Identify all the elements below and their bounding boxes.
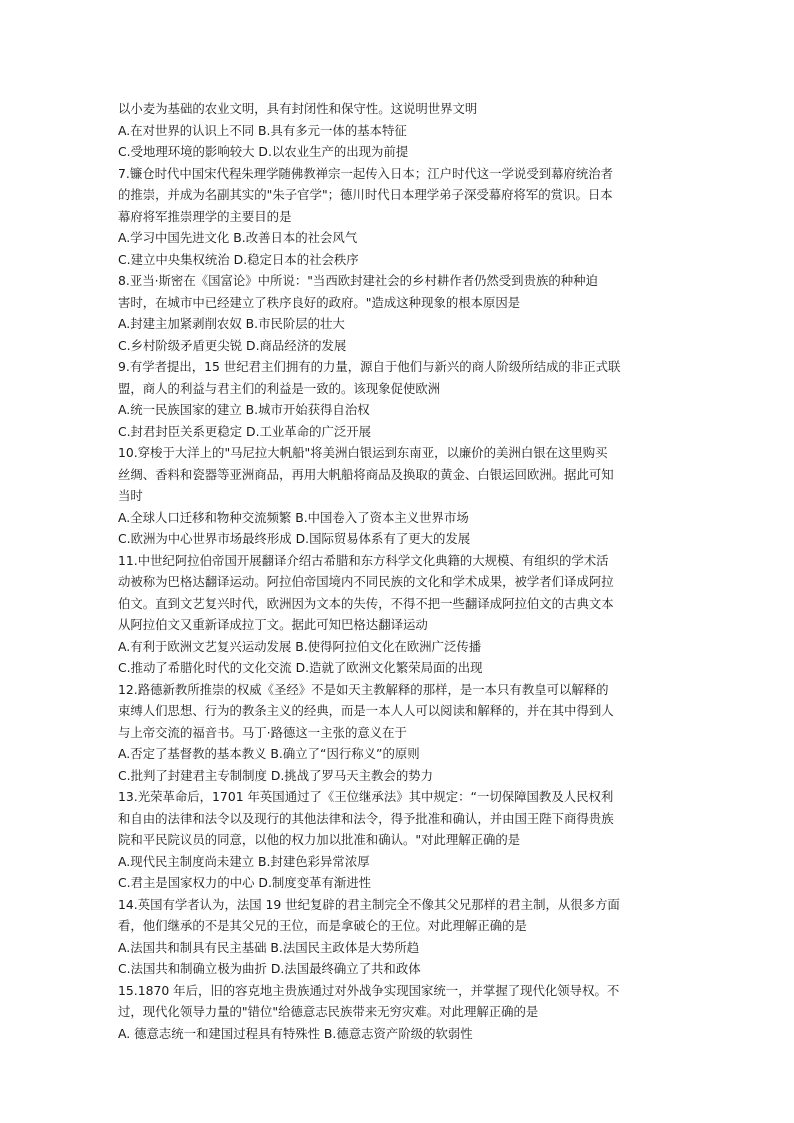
text-line: C.欧洲为中心世界市场最终形成 D.国际贸易体系有了更大的发展 [118,531,471,546]
text-line: 盟，商人的利益与君主们的利益是一致的。该现象促使欧洲 [118,380,441,396]
text-line: 14.英国有学者认为，法国 19 世纪复辟的君主制完全不像其父兄那样的君主制，从很多方面 [118,896,620,912]
text-line: C.法国共和制确立极为曲折 D.法国最终确立了共和政体 [118,961,421,976]
text-line: C.乡村阶级矛盾更尖锐 D.商品经济的发展 [118,337,347,353]
text-line: 院和平民院议员的同意，以他的权力加以批准和确认。"对此理解正确的是 [118,832,521,847]
text-line: 从阿拉伯文又重新译成拉丁文。据此可知巴格达翻译运动 [118,617,428,632]
text-line: 与上帝交流的福音书。马丁·路德这一主张的意义在于 [118,724,407,740]
text-line: 伯文。直到文艺复兴时代，欧洲因为文本的失传，不得不把一些翻译成阿拉伯文的古典文本 [118,595,614,611]
text-line: A.现代民主制度尚未建立 B.封建色彩异常浓厚 [118,853,370,869]
text-line: 当时 [118,488,143,503]
text-line: 束缚人们思想、行为的教条主义的经典，而是一本人人可以阅读和解释的，并在其中得到人 [118,703,614,718]
text-line: 过，现代化领导力量的"错位"给德意志民族带来无穷灾难。对此理解正确的是 [118,1004,539,1019]
text-line: C.君主是国家权力的中心 D.制度变革有渐进性 [118,875,372,890]
text-line: 幕府将军推崇理学的主要目的是 [118,208,292,224]
text-line: 11.中世纪阿拉伯帝国开展翻译介绍古希腊和东方科学文化典籍的大规模、有组织的学术活 [118,552,609,568]
text-line: 7.镰仓时代中国宋代程朱理学随佛教禅宗一起传入日本；江户时代这一学说受到幕府统治者 [118,165,614,181]
text-line: 看，他们继承的不是其父兄的王位，而是拿破仑的王位。对此理解正确的是 [118,918,527,933]
text-line: C.受地理环境的影响较大 D.以农业生产的出现为前提 [118,144,409,159]
text-line: 动被称为巴格达翻译运动。阿拉伯帝国境内不同民族的文化和学术成果，被学者们译成阿拉 [118,574,614,589]
exam-page [118,98,688,1044]
text-line: 12.路德新教所推崇的权威《圣经》不是如天主教解释的那样，是一本只有教皇可以解释的 [118,681,609,697]
text-line: C.推动了希腊化时代的文化交流 D.造就了欧洲文化繁荣局面的出现 [118,660,483,675]
text-line: C.封君封臣关系更稳定 D.工业革命的广泛开展 [118,423,372,439]
text-line: A.全球人口迁移和物种交流频繁 B.中国卷入了资本主义世界市场 [118,509,469,525]
text-line: A.学习中国先进文化 B.改善日本的社会风气 [118,230,358,245]
text-line: 8.亚当·斯密在《国富论》中所说："当西欧封建社会的乡村耕作者仍然受到贵族的种种迫 [118,273,598,288]
text-line: 13.光荣革命后，1701 年英国通过了《王位继承法》其中规定：“一切保障国教及人民权利 [118,789,614,804]
text-line: A.有利于欧洲文艺复兴运动发展 B.使得阿拉伯文化在欧洲广泛传播 [118,638,482,654]
text-line: A.在对世界的认识上不同 B.具有多元一体的基本特征 [118,122,407,138]
text-line: C.建立中央集权统治 D.稳定日本的社会秩序 [118,251,359,267]
text-line: A.否定了基督教的基本教义 B.确立了“因行称义”的原则 [118,746,420,761]
text-line: 害时，在城市中已经建立了秩序良好的政府。"造成这种现象的根本原因是 [118,294,521,310]
text-line: A.统一民族国家的建立 B.城市开始获得自治权 [118,402,370,417]
text-line: A.封建主加紧剥削农奴 B.市民阶层的壮大 [118,316,345,331]
text-line: 以小麦为基础的农业文明，具有封闭性和保守性。这说明世界文明 [118,101,478,116]
text-line: A.法国共和制具有民主基础 B.法国民主政体是大势所趋 [118,939,420,955]
text-line: C.批判了封建君主专制制度 D.挑战了罗马天主教会的势力 [118,767,433,783]
text-line: A. 德意志统一和建国过程具有特殊性 B.德意志资产阶级的软弱性 [118,1025,473,1041]
text-line: 和自由的法律和法令以及现行的其他法律和法令，得予批准和确认，并由国王陛下商得贵族 [118,810,614,826]
text-line: 丝绸、香料和瓷器等亚洲商品，再用大帆船将商品及换取的黄金、白银运回欧洲。据此可知 [118,466,614,482]
text-line: 15.1870 年后，旧的容克地主贵族通过对外战争实现国家统一，并掌握了现代化领导权。不 [118,982,620,998]
text-line: 10.穿梭于大洋上的"马尼拉大帆船"将美洲白银运到东南亚，以廉价的美洲白银在这里购买 [118,445,608,460]
text-line: 的推崇，并成为名副其实的"朱子官学"；德川时代日本理学弟子深受幕府将军的赏识。日本 [118,187,613,202]
text-line: 9.有学者提出，15 世纪君主们拥有的力量，源自于他们与新兴的商人阶级所结成的非正式联 [118,359,621,374]
